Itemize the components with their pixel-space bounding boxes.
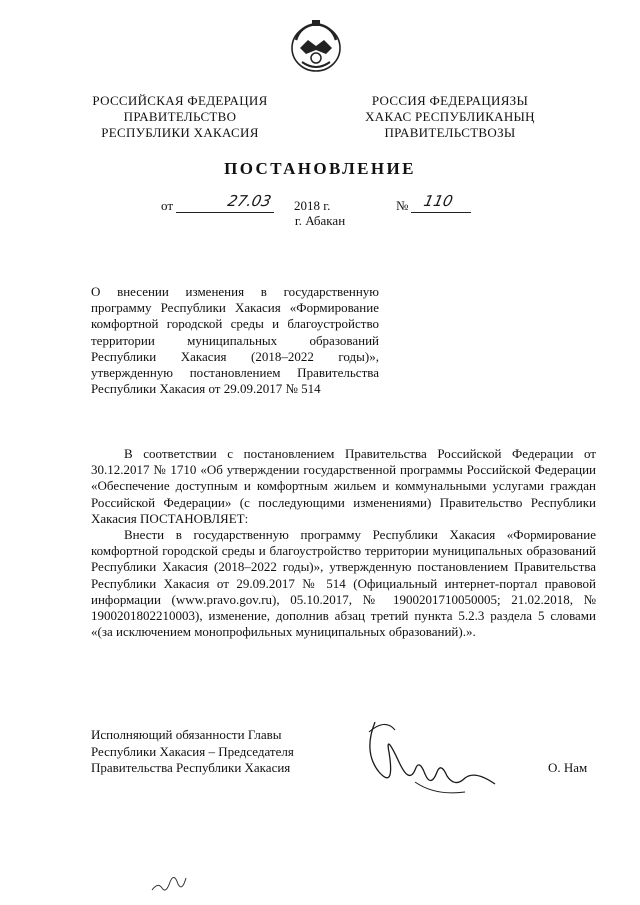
coat-of-arms-icon (286, 18, 346, 74)
signatory-position-line: Исполняющий обязанности Главы (91, 727, 282, 742)
number-label: № (396, 198, 409, 213)
body-paragraph: Внести в государственную программу Республики Хакасия «Формирование комфортной городской среды и благоустройство территории муниципальных образований Республики Хакасия (2018–2022 годы)», утвержденную постановлением Правительства Республики Хакасия от 29.09.2017 № 514 (Официальный интернет-портал правовой информации (www.pravo.gov.ru), 05.10.2017, № 1900201710050005; 21.02.2018, № 1900201802210003), изменение, дополнив абзац третий пункта 5.2.3 раздела 5 словами «(за исключением монопрофильных муниципальных образований).». (91, 527, 596, 640)
header-right (350, 93, 550, 141)
signatory-position (91, 727, 351, 777)
document-subject: О внесении изменения в государственную программу Республики Хакасия «Формирование комфортной городской среды и благоустройство территории муниципальных образований Республики Хакасия (2018–2022 годы)», утвержденную постановлением Правительства Республики Хакасия от 29.09.2017 № 514 (91, 284, 379, 397)
header-left (80, 93, 280, 141)
header-right-line: РОССИЯ ФЕДЕРАЦИЯЗЫ (371, 93, 529, 108)
handwritten-date: 27.03 (226, 192, 273, 210)
signatory-name: О. Нам (548, 760, 588, 775)
handwritten-signature (355, 712, 505, 802)
city: г. Абакан (294, 213, 346, 228)
date-year: 2018 г. (294, 198, 331, 213)
document-body (91, 446, 596, 640)
header-left-line: РЕСПУБЛИКИ ХАКАСИЯ (101, 125, 259, 140)
signatory-position-line: Правительства Республики Хакасия (91, 760, 291, 775)
body-paragraph: В соответствии с постановлением Правительства Российской Федерации от 30.12.2017 № 1710 «Об утверждении государственной программы Российской Федерации «Обеспечение доступным и комфортным жильем и коммунальными услугами граждан Российской Федерации» (с последующими изменениями) Правительство Республики Хакасия ПОСТАНОВЛЯЕТ: (91, 446, 596, 526)
header-left-line: ПРАВИТЕЛЬСТВО (123, 109, 237, 124)
document-title: ПОСТАНОВЛЕНИЕ (224, 159, 416, 178)
handwritten-initials (150, 868, 190, 898)
header-right-line: ПРАВИТЕЛЬСТВОЗЫ (384, 125, 516, 140)
header-left-line: РОССИЙСКАЯ ФЕДЕРАЦИЯ (92, 93, 268, 108)
header-right-line: ХАКАС РЕСПУБЛИКАНЫҢ (365, 109, 535, 124)
date-prefix: от (161, 198, 174, 213)
signatory-position-line: Республики Хакасия – Председателя (91, 743, 294, 759)
handwritten-number: 110 (422, 192, 455, 210)
